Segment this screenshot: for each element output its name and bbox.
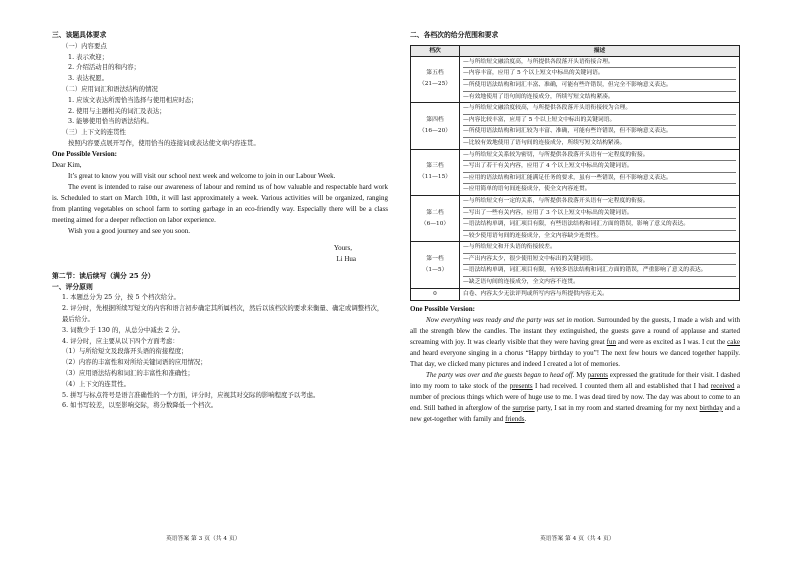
grade-row <box>411 149 740 195</box>
section3-c-text: 按照内容要点展开写作，使用恰当的连接词或表达使文章内容连贯。 <box>68 138 260 147</box>
section3-b-heading: （二）应用词汇和语法结构的情况 <box>62 84 158 93</box>
grade-score-range: （16—20） <box>418 127 452 134</box>
letter-paragraph: It’s great to know you will visit our school next week and welcome to join in our Labour Week. <box>68 171 336 180</box>
grade-criterion: —内容比较丰富，应用了 5 个以上短文中标出的关键词语。 <box>463 115 736 127</box>
rule-sub-item: （1）与所给短文及段落开头语的衔接程度； <box>62 347 188 356</box>
grade-level-name: 第一档 <box>426 255 444 262</box>
grade-level <box>411 195 460 241</box>
grade-level-name: 第四档 <box>426 116 444 123</box>
section3-a-item: 1. 表示欢迎； <box>68 52 109 61</box>
grade-criterion: —语法结构单调，词汇项目有限，有较多语法结构和词汇方面的错误，严重影响了意义的表达。 <box>463 265 736 277</box>
grade-criterion: —所使用语法结构和词汇较为丰富、准确，可能有些许错误，但不影响意义表达。 <box>463 126 736 138</box>
section2-title: 第二节：读后续写（满分 25 分） <box>52 271 155 280</box>
grading-table <box>410 45 740 301</box>
grade-criterion: —与所给短文有一定的关系，与所提供各段落开头语有一定程度的衔接。 <box>463 196 736 208</box>
grade-criterion: —比较有效地使用了语句间的连接成分，所续写短文结构紧凑。 <box>463 139 626 146</box>
grade-description <box>460 242 740 288</box>
grade-criterion: —缺乏语句间的连接成分，全文内容不连贯。 <box>463 279 579 286</box>
sample-letter <box>52 160 388 237</box>
grade-criterion: —语法结构单调，词汇项目有限，有些语法结构和词汇方面的错误，影响了意义的表达。 <box>463 219 736 231</box>
section3-a-item: 2. 介绍活动目的和内容； <box>68 63 141 72</box>
section3-a-heading: （一）内容要点 <box>62 41 107 50</box>
keyword: friends <box>505 414 525 423</box>
grade-description <box>460 103 740 149</box>
grade-level-name: 第三档 <box>426 163 444 170</box>
grade-criterion: —产出内容太少，很少使用短文中标出的关键词语。 <box>463 254 736 266</box>
left-page <box>52 30 388 411</box>
keyword: surprise <box>512 403 535 412</box>
section3-b-item: 3. 能够使用恰当的语法结构。 <box>68 117 153 126</box>
grade-score-range: （1—5） <box>422 266 448 273</box>
page-footer-left: 英语答案 第 3 页（共 4 页） <box>166 536 241 542</box>
grade-criterion: —所使用语法结构和词汇丰富、准确，可能有些许错误，但完全不影响意义表达。 <box>463 80 736 92</box>
rule-sub-item: （3）应用语法结构和词汇的丰富性和准确性； <box>62 368 194 377</box>
grade-level <box>411 103 460 149</box>
grade-criterion: —与所给短文关系较为密切，与所提供各段落开头语有一定程度的衔接。 <box>463 150 736 162</box>
section3-title: 三、该题具体要求 <box>52 31 107 39</box>
grade-level-name: 0 <box>433 290 437 297</box>
grade-score-range: （21—25） <box>418 81 452 88</box>
header-description: 描述 <box>460 45 740 56</box>
header-level: 档次 <box>411 45 460 56</box>
section3-c-heading: （三）上下文的连贯性 <box>62 128 126 137</box>
grade-row <box>411 56 740 102</box>
rule-item: 1. 本题总分为 25 分，按 5 个档次给分。 <box>62 293 180 302</box>
section3-b-item: 1. 应该文表达所需恰当选择与使用相应时态； <box>68 95 198 104</box>
grade-criterion: —与所给短文融洽度较高，与所提供各段落开头语衔接较为合理。 <box>463 103 736 115</box>
table-title: 二、各档次的给分范围和要求 <box>410 31 499 39</box>
grade-row <box>411 195 740 241</box>
grade-level-name: 第二档 <box>426 209 444 216</box>
grade-level <box>411 242 460 288</box>
grade-row <box>411 242 740 288</box>
letter-closing: Yours, <box>333 243 352 252</box>
grade-row <box>411 288 740 300</box>
letter-signature: Li Hua <box>336 254 356 263</box>
grade-criterion: —写出了若干有关内容，应用了 4 个以上短文中标出的关键词语。 <box>463 161 736 173</box>
section3-b-item: 2. 使用与主题相关的词汇及表达； <box>68 106 166 115</box>
grade-criterion: —较少使用语句间的连接成分，全文内容缺少连贯性。 <box>463 232 603 239</box>
grade-criterion: —写出了一些有关内容，应用了 3 个以上短文中标出的关键词语。 <box>463 208 736 220</box>
letter-greeting: Dear Kim, <box>52 160 82 169</box>
keyword: received <box>710 381 735 390</box>
rule-item: 6. 如书写较差，以至影响交际，将分数降低一个档次。 <box>62 401 218 410</box>
grade-criterion: 白卷、内容太少无法评判或所写内容与所提供内容无关。 <box>463 290 608 297</box>
grade-score-range: （6—10） <box>420 220 450 227</box>
keyword: presents <box>509 381 533 390</box>
grade-criterion: —与所给短文融洽度高，与所提供各段落开头语衔接合理。 <box>463 57 736 69</box>
story-paragraph: The party was over and the guests began to head off. My parents expressed the gratitude for their visit. I dashed into my room to take stock of the presents I had received. I counted them all and established that I had received a number of precious things which were of huge use to me. I was dead tired by now. The day was about to come to an end. Still bathed in afterglow of the surprise party, I sat in my room and started dreaming for my next birthday and a new get-together with family and friends. <box>410 370 741 423</box>
grade-level <box>411 149 460 195</box>
grade-criterion: —与所给短文和开头语的衔接较差。 <box>463 242 736 254</box>
rule-item: 2. 评分时，先根据所续写短文的内容和语言初步确定其所属档次，然后以该档次的要求来衡量、确定或调整档次，最后给分。 <box>62 304 384 323</box>
rule-sub-item: （4）上下文的连贯性。 <box>62 379 130 388</box>
section2-subtitle: 一、评分原则 <box>52 282 93 291</box>
grade-level <box>411 56 460 102</box>
possible-version-label: One Possible Version: <box>410 304 475 313</box>
rule-sub-item: （2）内容的丰富性和对所给关键词语的应用情况； <box>62 358 207 367</box>
keyword: birthday <box>699 403 723 412</box>
keyword: cake <box>727 337 740 346</box>
possible-version-label: One Possible Version: <box>52 149 117 158</box>
page-footer-right: 英语答案 第 4 页（共 4 页） <box>540 536 615 542</box>
grade-level <box>411 288 460 300</box>
section3-a-item: 3. 表达祝愿。 <box>68 74 109 83</box>
story-paragraph: Now everything was ready and the party was set in motion. Surrounded by the guests, I made a wish and with all the strength blew the candles. The instant they extinguished, the guests gave a round of applause and started screaming with joy. It was clearly visible that they were having great fun and were as excited as I was. I cut the cake and heard everyone singing in a chorus “Happy birthday to you”! The next few hours we danced together happily. That day, we clicked many pictures and indeed I created a lot of memories. <box>410 315 740 368</box>
grade-criterion: —有效地使用了语句间的连接成分，所续写短文结构紧凑。 <box>463 93 614 100</box>
keyword: parents <box>587 370 608 379</box>
letter-paragraph: The event is intended to raise our awareness of labour and remind us of how valuable and respectable hard work is. Scheduled to start on March 10th, it will last approximately a week. Various activities will be organized, ranging from planting vegetables on school farm to sorting garbage in an eco-friendly way. Especially there will be a class meeting aimed for a deeper reflection on labor experience. <box>52 182 388 224</box>
right-page <box>410 30 740 425</box>
grade-criterion: —应用的语法结构和词汇能满足任务的要求，虽有一些错误，但不影响意义表达。 <box>463 173 736 185</box>
grade-score-range: （11—15） <box>418 174 452 181</box>
rule-item: 3. 词数少于 130 的，从总分中减去 2 分。 <box>62 325 184 334</box>
grade-criterion: —内容丰富，应用了 5 个以上短文中标出的关键词语。 <box>463 68 736 80</box>
grade-description <box>460 56 740 102</box>
grade-description <box>460 195 740 241</box>
rule-item: 4. 评分时，应主要从以下四个方面考虑： <box>62 336 179 345</box>
grade-criterion: —应用简单的语句间连接成分，使全文内容连贯。 <box>463 186 591 193</box>
keyword: fun <box>606 337 616 346</box>
grade-row <box>411 103 740 149</box>
letter-paragraph: Wish you a good journey and see you soon. <box>68 226 191 235</box>
sample-story <box>410 315 740 425</box>
grade-level-name: 第五档 <box>426 70 444 77</box>
rule-item: 5. 拼写与标点符号是语言准确性的一个方面，评分时，应视其对交际的影响程度予以考虑。 <box>62 390 320 399</box>
grade-description <box>460 149 740 195</box>
grade-description <box>460 288 740 300</box>
